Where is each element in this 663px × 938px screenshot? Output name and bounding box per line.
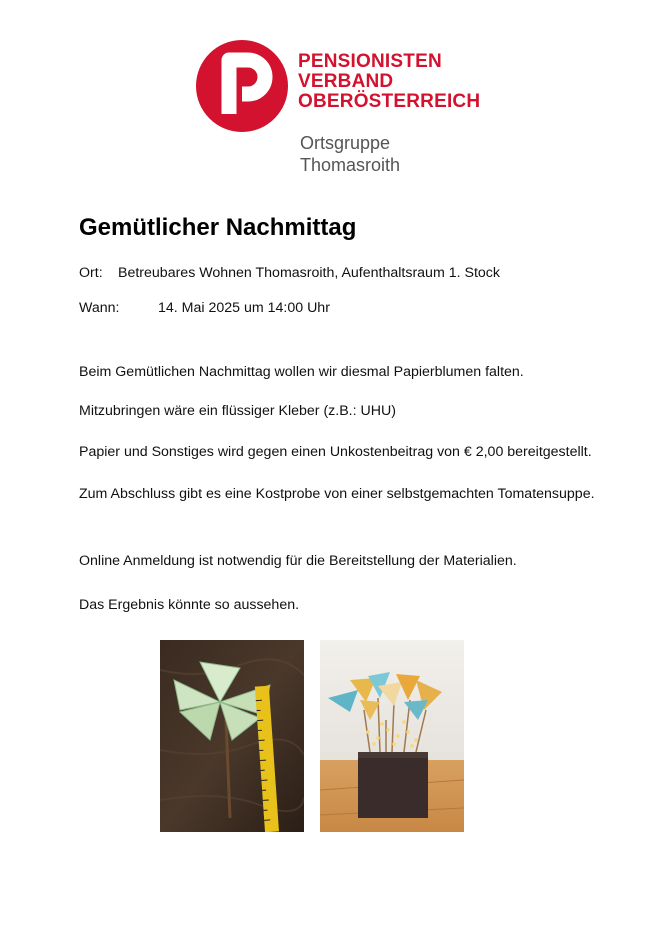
- organization-name: [298, 52, 498, 112]
- local-group-line2: Thomasroith: [300, 155, 401, 175]
- paper-flower-ruler-image: [160, 640, 304, 832]
- photo-paper-flower-ruler: [160, 640, 304, 832]
- local-group-line1: Ortsgruppe: [300, 133, 391, 153]
- paragraph-activity: Beim Gemütlichen Nachmittag wollen wir diesmal Papierblumen falten.: [79, 364, 524, 380]
- event-title: Gemütlicher Nachmittag: [79, 214, 357, 241]
- logo-p-mark-icon: [196, 40, 288, 132]
- paragraph-soup: Zum Abschluss gibt es eine Kostprobe von einer selbstgemachten Tomatensuppe.: [79, 486, 595, 502]
- org-name-line2: VERBAND: [298, 71, 394, 92]
- when-label: Wann:: [79, 300, 120, 316]
- paragraph-result: Das Ergebnis könnte so aussehen.: [79, 597, 300, 613]
- location-label: Ort:: [79, 265, 103, 281]
- paragraph-cost: Papier und Sonstiges wird gegen einen Unkostenbeitrag von € 2,00 bereitgestellt.: [79, 444, 592, 460]
- when-value: 14. Mai 2025 um 14:00 Uhr: [158, 300, 330, 316]
- paper-flowers-box-image: [320, 640, 464, 832]
- organization-logo: [196, 40, 496, 190]
- photo-paper-flowers-box: [320, 640, 464, 832]
- location-value: Betreubares Wohnen Thomasroith, Aufenthaltsraum 1. Stock: [118, 265, 500, 281]
- org-name-line3: OBERÖSTERREICH: [298, 91, 481, 112]
- paragraph-registration: Online Anmeldung ist notwendig für die Bereitstellung der Materialien.: [79, 553, 517, 569]
- org-name-line1: PENSIONISTEN: [298, 51, 442, 72]
- local-group: [300, 132, 400, 176]
- paragraph-bring-along: Mitzubringen wäre ein flüssiger Kleber (z.B.: UHU): [79, 403, 396, 419]
